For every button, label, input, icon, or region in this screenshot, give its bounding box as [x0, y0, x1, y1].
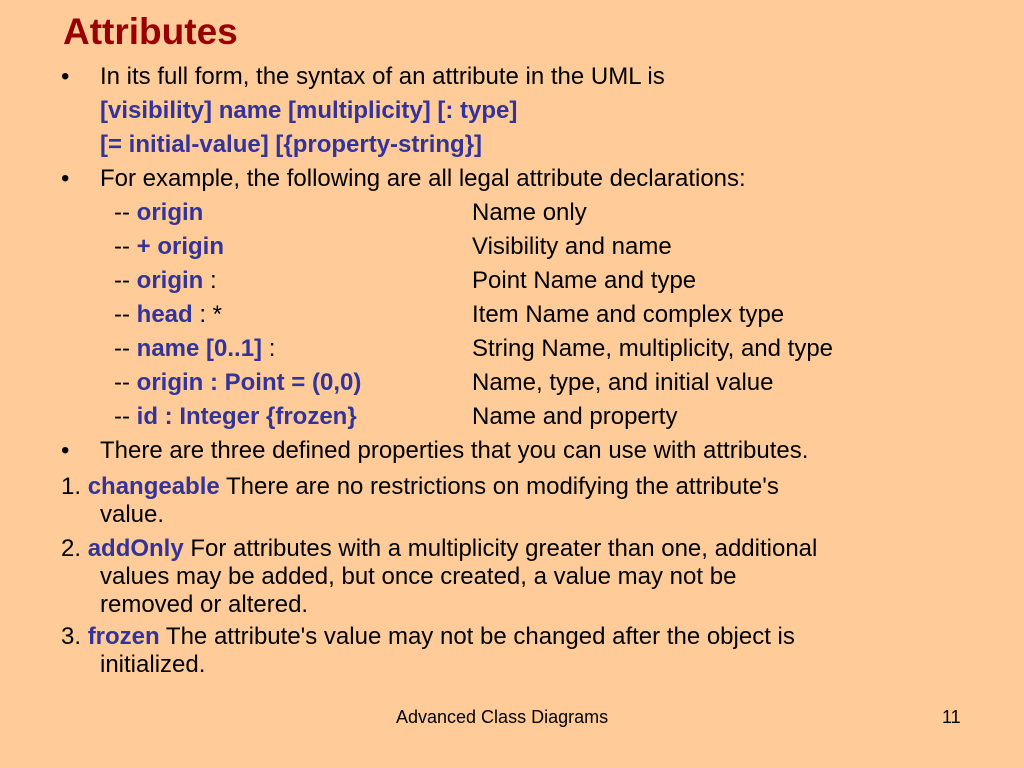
example-code: head — [136, 301, 193, 328]
property-addonly — [61, 535, 817, 563]
bullet-examples-intro: For example, the following are all legal attribute declarations: — [100, 165, 746, 192]
property-changeable — [61, 473, 779, 501]
example-declaration — [114, 233, 224, 261]
bullet-marker: • — [61, 165, 70, 192]
slide-title: Attributes — [63, 11, 238, 52]
property-number: 2. — [61, 535, 82, 562]
property-keyword: frozen — [87, 623, 160, 650]
example-code: origin — [136, 199, 204, 226]
property-text-continuation: value. — [100, 501, 165, 528]
property-text: The attribute's value may not be changed after the object is — [159, 623, 795, 650]
example-description: Name and property — [472, 403, 678, 430]
example-suffix: : — [262, 335, 276, 362]
example-declaration — [114, 335, 275, 363]
example-prefix: -- — [114, 233, 137, 260]
example-code: + origin — [136, 233, 224, 260]
example-prefix: -- — [114, 335, 137, 362]
example-code: origin — [136, 267, 204, 294]
page-number: 11 — [942, 707, 961, 727]
property-text: There are no restrictions on modifying the attribute's — [219, 473, 779, 500]
example-declaration — [114, 301, 222, 329]
example-prefix: -- — [114, 403, 137, 430]
property-text-continuation: removed or altered. — [100, 591, 309, 618]
example-prefix: -- — [114, 199, 137, 226]
example-description: String Name, multiplicity, and type — [472, 335, 834, 362]
example-declaration — [114, 369, 361, 397]
example-declaration — [114, 267, 217, 295]
example-code: origin : Point = (0,0) — [136, 369, 362, 396]
property-keyword: addOnly — [87, 535, 184, 562]
example-description: Item Name and complex type — [472, 301, 785, 328]
bullet-syntax-intro: In its full form, the syntax of an attribute in the UML is — [100, 63, 665, 90]
bullet-marker: • — [61, 437, 70, 464]
example-declaration — [114, 403, 357, 431]
example-suffix: : * — [192, 301, 223, 328]
example-description: Name only — [472, 199, 587, 226]
property-text: For attributes with a multiplicity greater than one, additional — [183, 535, 818, 562]
example-description: Visibility and name — [472, 233, 672, 260]
example-declaration — [114, 199, 203, 227]
syntax-line-2: [= initial-value] [{property-string}] — [100, 131, 483, 158]
example-description: Name, type, and initial value — [472, 369, 774, 396]
bullet-marker: • — [61, 63, 70, 90]
example-prefix: -- — [114, 369, 137, 396]
property-frozen — [61, 623, 795, 651]
footer-title: Advanced Class Diagrams — [396, 707, 609, 727]
syntax-line-1: [visibility] name [multiplicity] [: type] — [100, 97, 518, 124]
property-number: 3. — [61, 623, 82, 650]
example-suffix: : — [203, 267, 217, 294]
property-text-continuation: values may be added, but once created, a value may not be — [100, 563, 737, 590]
property-text-continuation: initialized. — [100, 651, 206, 678]
example-prefix: -- — [114, 301, 137, 328]
example-code: id : Integer {frozen} — [136, 403, 357, 430]
property-number: 1. — [61, 473, 82, 500]
example-code: name [0..1] — [136, 335, 263, 362]
bullet-properties-intro: There are three defined properties that you can use with attributes. — [100, 437, 809, 464]
example-prefix: -- — [114, 267, 137, 294]
example-description: Point Name and type — [472, 267, 697, 294]
property-keyword: changeable — [87, 473, 220, 500]
